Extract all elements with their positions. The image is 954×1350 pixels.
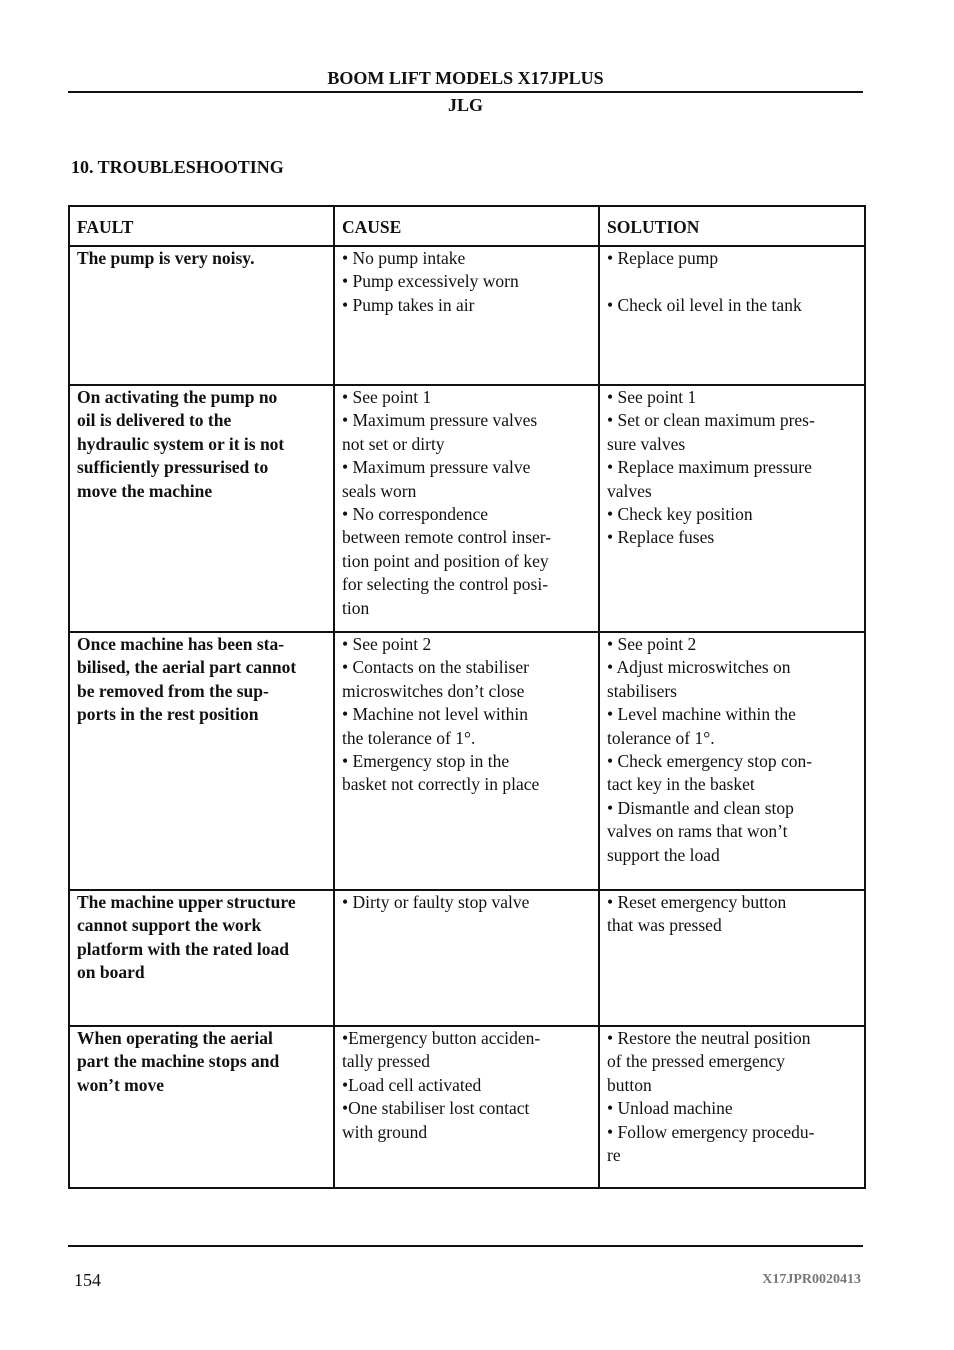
fault-text-line: move the machine <box>77 480 213 501</box>
cause-text-line: • Dirty or faulty stop valve <box>342 892 530 912</box>
fault-cell <box>69 890 334 1026</box>
cause-text-line: • Contacts on the stabiliser <box>342 657 529 678</box>
cause-text-line: •Emergency button acciden- <box>342 1028 541 1048</box>
column-header-solution: SOLUTION <box>599 206 865 246</box>
cause-text-line: •Load cell activated <box>342 1074 482 1095</box>
fault-text-line: oil is delivered to the <box>77 410 232 431</box>
header-divider <box>68 91 863 93</box>
fault-cell <box>69 1026 334 1188</box>
solution-text-line: of the pressed emergency <box>607 1051 786 1072</box>
solution-text-line: valves <box>607 480 652 501</box>
cause-text-line: between remote control inser- <box>342 527 552 548</box>
fault-text-line: ports in the rest position <box>77 704 259 725</box>
solution-cell <box>599 246 865 385</box>
cause-text-line: for selecting the control posi- <box>342 574 549 595</box>
table-row <box>69 1026 865 1188</box>
cause-text-line: • No pump intake <box>342 248 466 268</box>
fault-text-line: won’t move <box>77 1074 164 1095</box>
solution-text-line: sure valves <box>607 433 686 454</box>
fault-cell <box>69 246 334 385</box>
solution-text-line: • Replace maximum pressure <box>607 457 812 478</box>
cause-cell <box>334 890 599 1026</box>
solution-cell <box>599 632 865 890</box>
cause-cell <box>334 246 599 385</box>
column-header-fault: FAULT <box>69 206 334 246</box>
fault-text-line: cannot support the work <box>77 915 262 936</box>
table-row <box>69 385 865 632</box>
cause-cell <box>334 1026 599 1188</box>
fault-text-line: bilised, the aerial part cannot <box>77 657 297 678</box>
fault-cell <box>69 632 334 890</box>
fault-text-line: sufficiently pressurised to <box>77 457 269 478</box>
solution-text-line: • Unload machine <box>607 1098 733 1119</box>
solution-text-line: tact key in the basket <box>607 774 755 795</box>
fault-text-line: The machine upper structure <box>77 892 296 912</box>
solution-text-line: • Dismantle and clean stop <box>607 797 794 818</box>
cause-text-line: • Pump takes in air <box>342 294 475 315</box>
header-brand: JLG <box>447 95 483 115</box>
solution-text-line: • Check emergency stop con- <box>607 751 813 772</box>
header-title: BOOM LIFT MODELS X17JPLUS <box>327 68 604 88</box>
solution-text-line: • Check key position <box>607 504 753 525</box>
solution-text-line: • Check oil level in the tank <box>607 294 802 315</box>
solution-text-line: tolerance of 1°. <box>607 727 715 748</box>
solution-text-line: • Set or clean maximum pres- <box>607 410 815 431</box>
solution-text-line: • Replace pump <box>607 248 719 268</box>
cause-text-line: with ground <box>342 1121 428 1142</box>
solution-text-line: button <box>607 1074 652 1095</box>
fault-text-line: The pump is very noisy. <box>77 248 255 268</box>
cause-text-line: not set or dirty <box>342 433 445 454</box>
fault-text-line: be removed from the sup- <box>77 680 269 701</box>
solution-text-line: • Reset emergency button <box>607 892 787 912</box>
cause-text-line: tally pressed <box>342 1051 430 1072</box>
cause-cell <box>334 385 599 632</box>
fault-text-line: part the machine stops and <box>77 1051 280 1072</box>
section-title: 10. TROUBLESHOOTING <box>71 157 284 177</box>
solution-text-line: • Restore the neutral position <box>607 1028 811 1048</box>
cause-text-line: • Machine not level within <box>342 704 528 725</box>
fault-text-line: On activating the pump no <box>77 387 278 407</box>
footer-divider <box>68 1245 863 1247</box>
solution-cell <box>599 385 865 632</box>
solution-text-line: • Adjust microswitches on <box>607 657 791 678</box>
cause-text-line: seals worn <box>342 480 417 501</box>
fault-text-line: on board <box>77 962 145 983</box>
solution-text-line: valves on rams that won’t <box>607 821 788 842</box>
column-header-cause: CAUSE <box>334 206 599 246</box>
table-row <box>69 246 865 385</box>
solution-text-line: • See point 1 <box>607 387 697 407</box>
cause-text-line: tion point and position of key <box>342 550 549 571</box>
troubleshooting-table <box>68 205 866 1189</box>
fault-text-line: When operating the aerial <box>77 1028 273 1048</box>
solution-text-line: • See point 2 <box>607 634 697 654</box>
fault-text-line: hydraulic system or it is not <box>77 433 285 454</box>
table-header-row <box>69 206 865 246</box>
document-code: X17JPR0020413 <box>762 1272 861 1287</box>
cause-text-line: tion <box>342 597 370 618</box>
solution-text-line: • Level machine within the <box>607 704 796 725</box>
cause-text-line: • Maximum pressure valve <box>342 457 531 478</box>
fault-text-line: platform with the rated load <box>77 938 289 959</box>
cause-text-line: •One stabiliser lost contact <box>342 1098 530 1119</box>
fault-text-line: Once machine has been sta- <box>77 634 285 654</box>
page-number: 154 <box>74 1270 101 1290</box>
solution-text-line <box>607 270 861 293</box>
solution-cell <box>599 1026 865 1188</box>
table-row <box>69 632 865 890</box>
cause-text-line: • See point 1 <box>342 387 432 407</box>
solution-text-line: re <box>607 1145 621 1166</box>
cause-text-line: microswitches don’t close <box>342 680 525 701</box>
solution-text-line: • Replace fuses <box>607 527 715 548</box>
solution-cell <box>599 890 865 1026</box>
cause-text-line: the tolerance of 1°. <box>342 727 476 748</box>
cause-text-line: • Pump excessively worn <box>342 271 519 292</box>
fault-cell <box>69 385 334 632</box>
cause-text-line: • See point 2 <box>342 634 432 654</box>
solution-text-line: • Follow emergency procedu- <box>607 1121 815 1142</box>
cause-text-line: • Maximum pressure valves <box>342 410 538 431</box>
table-row <box>69 890 865 1026</box>
cause-text-line: basket not correctly in place <box>342 774 540 795</box>
solution-text-line: support the load <box>607 844 720 865</box>
cause-text-line: • Emergency stop in the <box>342 751 510 772</box>
cause-cell <box>334 632 599 890</box>
solution-text-line: that was pressed <box>607 915 722 936</box>
cause-text-line: • No correspondence <box>342 504 489 525</box>
solution-text-line: stabilisers <box>607 680 677 701</box>
